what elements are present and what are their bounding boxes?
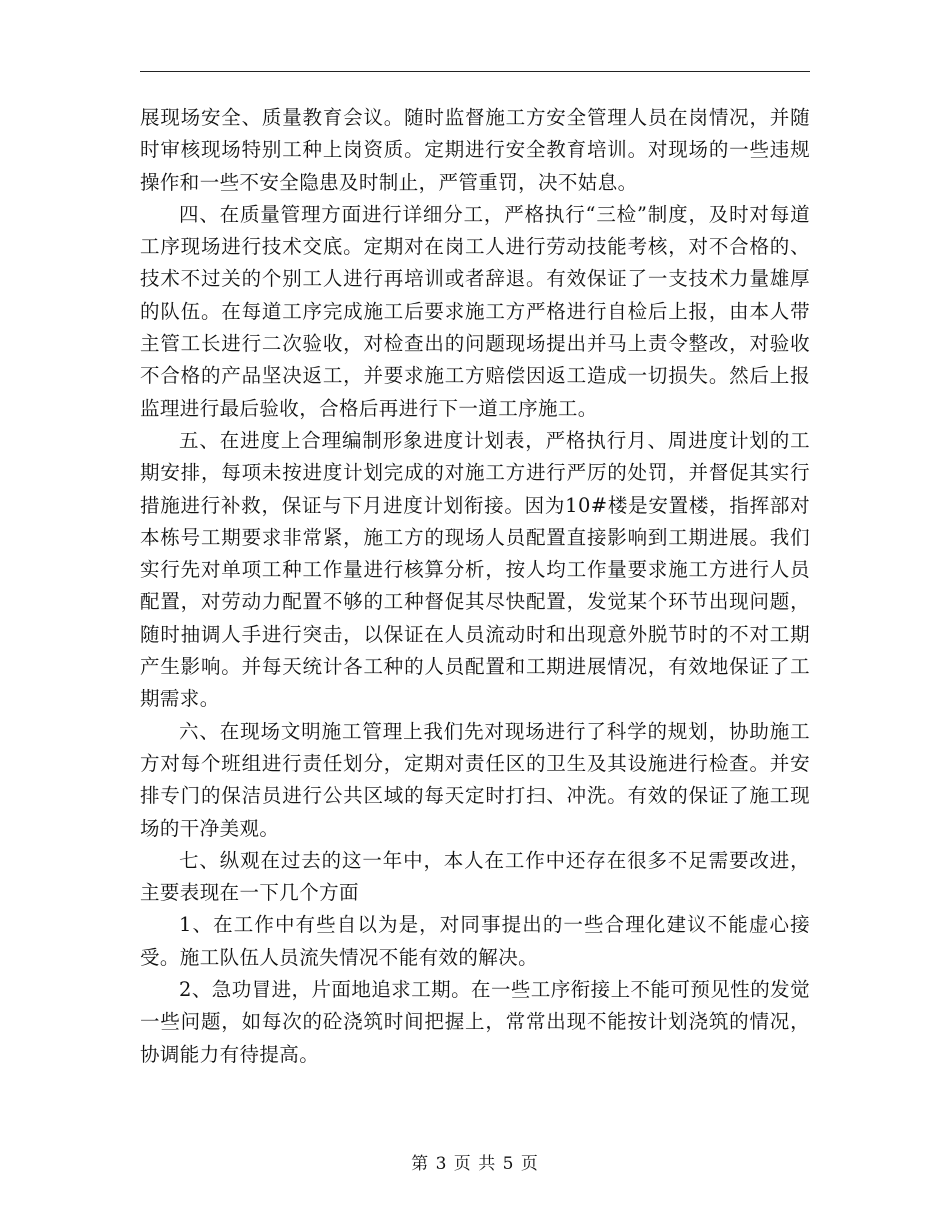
paragraph-5: 1、在工作中有些自以为是，对同事提出的一些合理化建议不能虚心接受。施工队伍人员流失情况不能有效的解决。 — [140, 913, 810, 969]
paragraph-1: 四、在质量管理方面进行详细分工，严格执行“三检”制度，及时对每道工序现场进行技术交底。定期对在岗工人进行劳动技能考核，对不合格的、技术不过关的个别工人进行再培训或者辞退。有效保证了一支技术力量雄厚的队伍。在每道工序完成施工后要求施工方严格进行自检后上报，由本人带主管工长进行二次验收，对检查出的问题现场提出并马上责令整改，对验收不合格的产品坚决返工，并要求施工方赔偿因返工造成一切损失。然后上报监理进行最后验收，合格后再进行下一道工序施工。 — [140, 202, 810, 420]
paragraph-6: 2、急功冒进，片面地追求工期。在一些工序衔接上不能可预见性的发觉一些问题，如每次的砼浇筑时间把握上，常常出现不能按计划浇筑的情况，协调能力有待提高。 — [140, 978, 810, 1066]
paragraph-4: 七、纵观在过去的这一年中，本人在工作中还存在很多不足需要改进，主要表现在一下几个方面 — [140, 848, 810, 905]
page-number-footer: 第 3 页 共 5 页 — [411, 1154, 539, 1174]
paragraph-0: 展现场安全、质量教育会议。随时监督施工方安全管理人员在岗情况，并随时审核现场特别工种上岗资质。定期进行安全教育培训。对现场的一些违规操作和一些不安全隐患及时制止，严管重罚，决不姑息。 — [140, 106, 810, 194]
header-rule — [140, 71, 810, 72]
paragraph-2: 五、在进度上合理编制形象进度计划表，严格执行月、周进度计划的工期安排，每项未按进度计划完成的对施工方进行严厉的处罚，并督促其实行措施进行补救，保证与下月进度计划衔接。因为10#楼是安置楼，指挥部对本栋号工期要求非常紧，施工方的现场人员配置直接影响到工期进展。我们实行先对单项工种工作量进行核算分析，按人均工作量要求施工方进行人员配置，对劳动力配置不够的工种督促其尽快配置，发觉某个环节出现问题，随时抽调人手进行突击，以保证在人员流动时和出现意外脱节时的不对工期产生影响。并每天统计各工种的人员配置和工期进展情况，有效地保证了工期需求。 — [140, 428, 810, 711]
document-body — [140, 102, 810, 1071]
paragraph-3: 六、在现场文明施工管理上我们先对现场进行了科学的规划，协助施工方对每个班组进行责任划分，定期对责任区的卫生及其设施进行检查。并安排专门的保洁员进行公共区域的每天定时打扫、冲洗。有效的保证了施工现场的干净美观。 — [140, 719, 810, 840]
